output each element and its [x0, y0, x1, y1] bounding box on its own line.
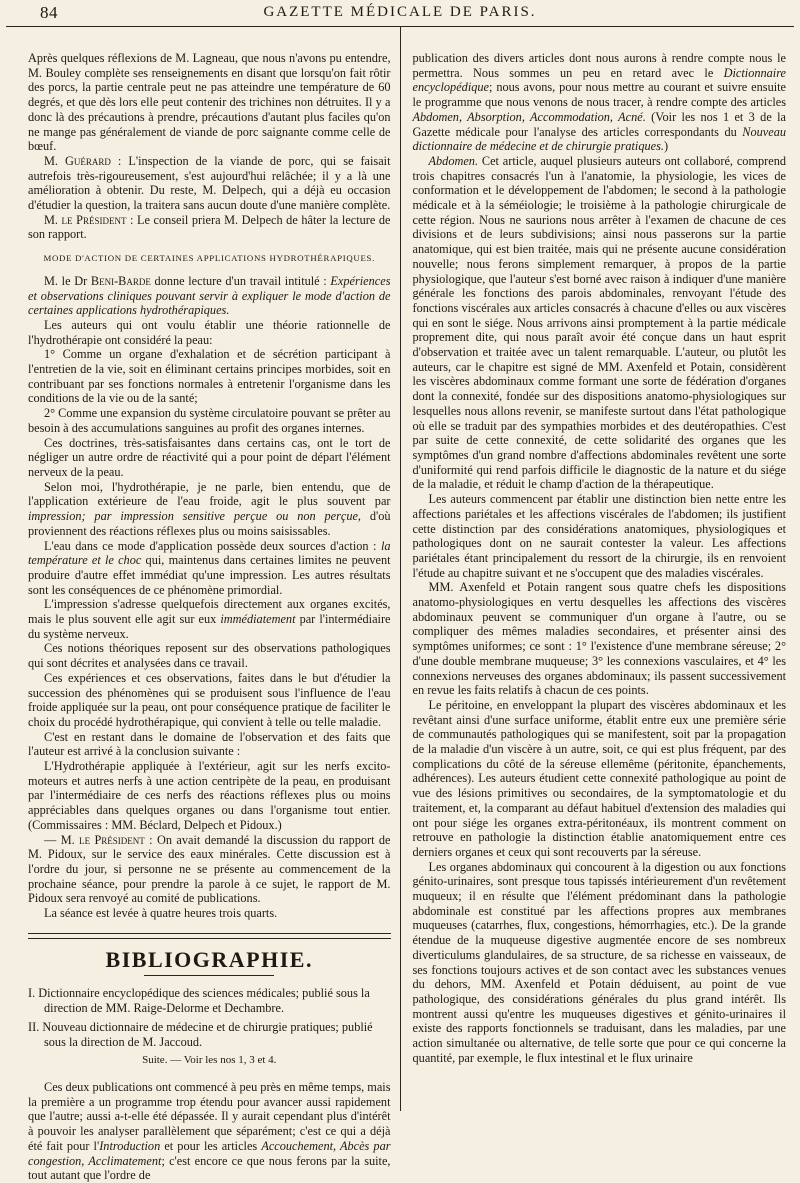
- work-title: Expériences et observations cliniques pouvant servir à expliquer le mode d'action de certaines applications hydrothérapiques.: [28, 273, 391, 318]
- left-column: [6, 27, 400, 1183]
- text-run: L'impression s'adresse quelquefois directement aux organes excités, mais le plus souvent elle agit sur eux: [28, 597, 391, 627]
- text-run: : On avait demandé la discussion du rapport de M. Pidoux, sur le service des eaux minérales. Cette discussion est à l'ordre du jour, si personne ne se présente au commencement de la prochaine séance, pour prendre la parole à ce sujet, le rapport de M. Pidoux sera renvoyé au comité de publications.: [28, 832, 391, 906]
- right-column: [401, 27, 795, 1111]
- emphasis: impression; par impression sensitive perçue ou non perçue,: [28, 509, 362, 524]
- bibliography-entry: II. Nouveau dictionnaire de médecine et de chirurgie pratiques; publié sous la direction de M. Jaccoud.: [28, 1019, 373, 1049]
- paragraph: Ces expériences et ces observations, faites dans le but d'étudier la succession des phénomènes qui se produisent sous l'influence de l'eau froide appliquée sur la peau, ont pour conséquence pratique de faciliter le choix du procédé hydrothérapique, qui convient à telle ou telle maladie.: [28, 670, 391, 729]
- bibliography-entry: I. Dictionnaire encyclopédique des sciences médicales; publié sous la direction de MM. Raige-Delorme et Dechambre.: [28, 986, 370, 1016]
- paragraph: Les auteurs commencent par établir une distinction bien nette entre les affections pariétales et les affections viscérales de l'abdomen; ils justifient cette distinction par des considérations anatomiques, physiologiques et pathologiques dont on ne saurait contester la valeur. Les affections pariétales étant principalement du ressort de la chirurgie, ils en renvoient l'étude au chapitre suivant et ne s'occupent que des maladies viscérales.: [412, 492, 787, 580]
- text-run: ; c'est encore ce que nous ferons par la suite, tout autant que l'ordre de: [28, 1153, 391, 1183]
- paragraph: [28, 1080, 391, 1183]
- journal-title: GAZETTE MÉDICALE DE PARIS.: [263, 4, 537, 20]
- text-run: donne lecture d'un travail intitulé :: [150, 273, 331, 288]
- paragraph: 2° Comme une expansion du système circulatoire pouvant se prêter au besoin à des accumulations sanguines au profit des organes internes.: [28, 406, 391, 435]
- paragraph: [28, 480, 391, 539]
- paragraph: La séance est levée à quatre heures trois quarts.: [44, 906, 278, 921]
- paragraph: 1° Comme un organe d'exhalation et de sécrétion participant à l'entretien de la vie, soit en éliminant certains principes morbides, soit en contribuant par ses fonctions normales à entretenir l'organisme dans les conditions de la vie ou de la santé;: [28, 347, 391, 406]
- paragraph: [28, 539, 391, 598]
- text-run: publication des divers articles dont nous aurons à rendre compte nous le permettra. Nous sommes un peu en retard avec le: [412, 51, 787, 80]
- paragraph: Ces doctrines, très-satisfaisantes dans certains cas, ont le tort de négliger un autre ordre de réactivité qui a pour point de départ l'élément nerveux de la peau.: [28, 435, 391, 479]
- section-heading: MODE D'ACTION DE CERTAINES APPLICATIONS HYDROTHÉRAPIQUES.: [43, 253, 376, 264]
- paragraph: [28, 274, 391, 318]
- text-run: M. le Dr: [44, 273, 91, 288]
- speech-text: : L'inspection de la viande de porc, qui se faisait autrefois très-rigoureusement, s'est aujourd'hui relâchée; il y a là une amélioration à obtenir. Du reste, M. Delpech, qui a déjà eu occasion d'étudier la question, la traitera sans aucun doute d'une manière complète.: [28, 153, 391, 213]
- emphasis: Nouveau dictionnaire de médecine et de chirurgie pratiques.: [412, 124, 787, 154]
- paragraph: Ces notions théoriques reposent sur des observations pathologiques qui sont décrites et analysées dans ce travail.: [28, 641, 391, 671]
- emphasis: Introduction: [99, 1138, 161, 1153]
- text-run: Selon moi, l'hydrothérapie, je ne parle, bien entendu, que de l'application extérieure de l'eau froide, agit le plus souvent par: [28, 479, 391, 509]
- article-name: Abdomen.: [428, 153, 479, 168]
- page-number: 84: [40, 3, 58, 22]
- paragraph: [28, 833, 391, 907]
- paragraph: [413, 154, 787, 492]
- text-run: qui, maintenus dans certaines limites ne peuvent produire d'autre effet immédiat qu'une impression. Les autres résultats sont les conséquences de ce phénomène primordial.: [28, 553, 391, 597]
- paragraph: C'est en restant dans le domaine de l'observation et des faits que l'auteur est arrivé à la conclusion suivante :: [28, 729, 391, 759]
- emphasis: Dictionnaire encyclopédique: [412, 65, 787, 95]
- running-head: [6, 0, 794, 27]
- text-run: et pour les articles: [160, 1138, 262, 1153]
- speaker-name: M. Guérard: [44, 153, 111, 168]
- paragraph: Les auteurs qui ont voulu établir une théorie rationnelle de l'hydrothérapie ont considéré la peau:: [28, 317, 391, 347]
- speaker-name: M. le Président: [44, 212, 127, 227]
- text-run: d'où proviennent des réactions réflexes plus ou moins saisissables.: [28, 509, 391, 538]
- text-run: L'eau dans ce mode d'application possède deux sources d'action :: [44, 538, 381, 553]
- text-run: Cet article, auquel plusieurs auteurs ont collaboré, comprend trois chapitres consacrés l'un à l'anatomie, la physiologie, les vices de conformation et le développement de l'abdomen; le second à la pathologie médicale et à la séméiologie; le troisième à la pathologie chirurgicale de cette région. Nous ne saurions nous arrêter à l'examen de chacune de ces divisions et de leurs subdivisions; ainsi nous passerons sur la partie anatomique, qui est bien traitée, mais qui ne présente aucune considération nouvelle; nous ferons simplement remarquer, à propos de la partie physiologique, que l'auteur s'est borné avec raison à indiquer d'une manière générale les fonctions des parois abdominales, renvoyant l'étude des fonctions viscérales aux articles consacrés à chacune d'elles ou aux viscères qui en sont le siége. Nous arrivons ainsi promptement à la partie médicale proprement dite, qui nous paraît avoir été conçue dans un haut esprit d'observation et traitée avec un talent remarquable. L'auteur, ou plutôt les auteurs, car le chapitre est signé de MM. Axenfeld et Potain, considèrent les viscères abdominaux comme formant une sorte de fédération d'organes dont la connexité, fondée sur des dispositions anatomo-physiologiques sur lesquelles nous allons revenir, se manifeste surtout dans l'état pathologique où elle se traduit par des sympathies morbides et des deutéropathies. C'est par suite de cette connexité, de cette solidarité des organes que les symptômes d'un grand nombre d'affections abdominales revêtent une sorte d'uniformité qui rend parfois difficile le diagnostic de la nature et du siége de la maladie, et réduit le champ d'action de la thérapeutique.: [412, 153, 787, 492]
- text-run: ; nous avons, pour nous mettre au courant et suivre ensuite le programme que nous venons de nous tracer, à rendre compte des articles: [412, 80, 787, 110]
- emphasis: Accouchement, Abcès par congestion, Acclimatement: [28, 1138, 391, 1168]
- continuation-note: Suite. — Voir les nos 1, 3 et 4.: [142, 1054, 277, 1067]
- emphasis: Abdomen, Absorption, Accommodation, Acné.: [412, 109, 646, 124]
- author-name: Beni-Barde: [90, 273, 151, 288]
- paragraph: Les organes abdominaux qui concourent à la digestion ou aux fonctions génito-urinaires, sont presque tous tapissés intérieurement d'un revêtement muqueux; il en résulte que l'élément prédominant dans la pathologie abdominale est constitué par les affections propres aux membranes muqueuses (catarrhes, flux, congestions, hémorrhagies, etc.). De la grande étendue de la muqueuse digestive augmentée encore de ses nombreux diverticulums glandulaires, de sa structure, de sa richesse en vaisseaux, de ses fonctions toujours actives et de son contact avec les substances venues du dehors, MM. Axenfeld et Potain déduisent, au point de vue pathologique, des considérations générales du plus grand intérêt. Ils montrent aussi qu'entre les muqueuses digestives et génito-urinaires il existe des rapports fonctionnels se traduisant, dans les maladies, par une action simultanée ou alternative, de telle sorte que pour ce qui concerne la quantité, par exemple, le flux intestinal et le flux urinaire: [412, 859, 787, 1065]
- paragraph: [413, 51, 787, 154]
- emphasis: immédiatement: [220, 612, 296, 627]
- text-run: par l'intermédiaire du système nerveux.: [28, 612, 391, 641]
- speaker-name: M. le Président: [60, 832, 145, 847]
- paragraph: Après quelques réflexions de M. Lagneau, que nous n'avons pu entendre, M. Bouley complète ses renseignements en disant que lorsqu'on fait rôtir des porcs, la partie centrale peut ne pas atteindre une température de 60 degrés, et que dès lors elle peut contenir des trichines non détruites. Il y a donc là des précautions à prendre, précautions d'autant plus faciles qu'on ne mange pas généralement de viande de porc saignante comme celle de bœuf.: [28, 51, 391, 154]
- paragraph: MM. Axenfeld et Potain rangent sous quatre chefs les dispositions anatomo-physiologiques en vertu desquelles les affections des viscères abdominaux peuvent se communiquer d'un organe à l'autre, ou se compliquer des mêmes maladies secondaires, et présenter ainsi des symptômes uniformes; ce sont : 1° l'existence d'une membrane séreuse; 2° d'une double membrane muqueuse; 3° les connexions vasculaires, et 4° les connexions nerveuses des organes abdominaux; ils passent successivement en revue les faits relatifs à chacun de ces points.: [412, 580, 787, 698]
- text-run: ): [663, 139, 669, 154]
- section-divider: [28, 933, 391, 939]
- heading-underline: [144, 975, 274, 976]
- paragraph: Le péritoine, en enveloppant la plupart des viscères abdominaux et les revêtant ainsi d'une surface uniforme, établit entre eux une première série de communautés pathologiques qui se manifestent, soit par la propagation de la maladie d'un viscère à un autre, soit, ce qui est plus fréquent, par des complications du côté de la séreuse ellemême (péritonite, épanchements, adhérences). Les auteurs étudient cette connexité pathologique au point de vue des lésions primitives ou secondaires, de la symptomatologie et du traitement, et, la comparant au défaut habituel d'extension des maladies qui ont pour siége les organes extra-péritonéaux, ils montrent comment on retrouve en pathologie la distinction établie anatomiquement entre ces derniers organes et ceux qui sont recouverts par la séreuse.: [412, 697, 787, 859]
- emphasis: la température et le choc: [28, 538, 391, 568]
- text-run: (Voir les nos 1 et 3 de la Gazette médicale pour l'analyse des articles correspondants du: [412, 109, 787, 139]
- text-columns: [6, 27, 794, 1183]
- paragraph: L'Hydrothérapie appliquée à l'extérieur, agit sur les nerfs excito-moteurs et autres nerfs à une action centripète de la peau, en produisant par l'intermédiaire de ces nerfs des réactions réflexes plus ou moins appréciables dans quelques organes ou dans l'organisme tout entier. (Commissaires : MM. Béclard, Delpech et Pidoux.): [28, 759, 391, 832]
- text-run: —: [44, 832, 61, 847]
- paragraph: [28, 154, 391, 213]
- paragraph: [28, 597, 391, 641]
- speech-text: : Le conseil priera M. Delpech de hâter la lecture de son rapport.: [28, 212, 391, 242]
- text-run: Ces deux publications ont commencé à peu près en même temps, mais la première a un programme trop étendu pour avancer aussi rapidement que l'autre; aussi a-t-elle été dépassée. Il y aurait cependant plus d'intérêt à pouvoir les analyser parallèlement que séparément; c'est ce qui a déjà été fait pour l': [28, 1080, 391, 1153]
- paragraph: [28, 213, 391, 242]
- bibliography-heading: BIBLIOGRAPHIE.: [105, 946, 313, 972]
